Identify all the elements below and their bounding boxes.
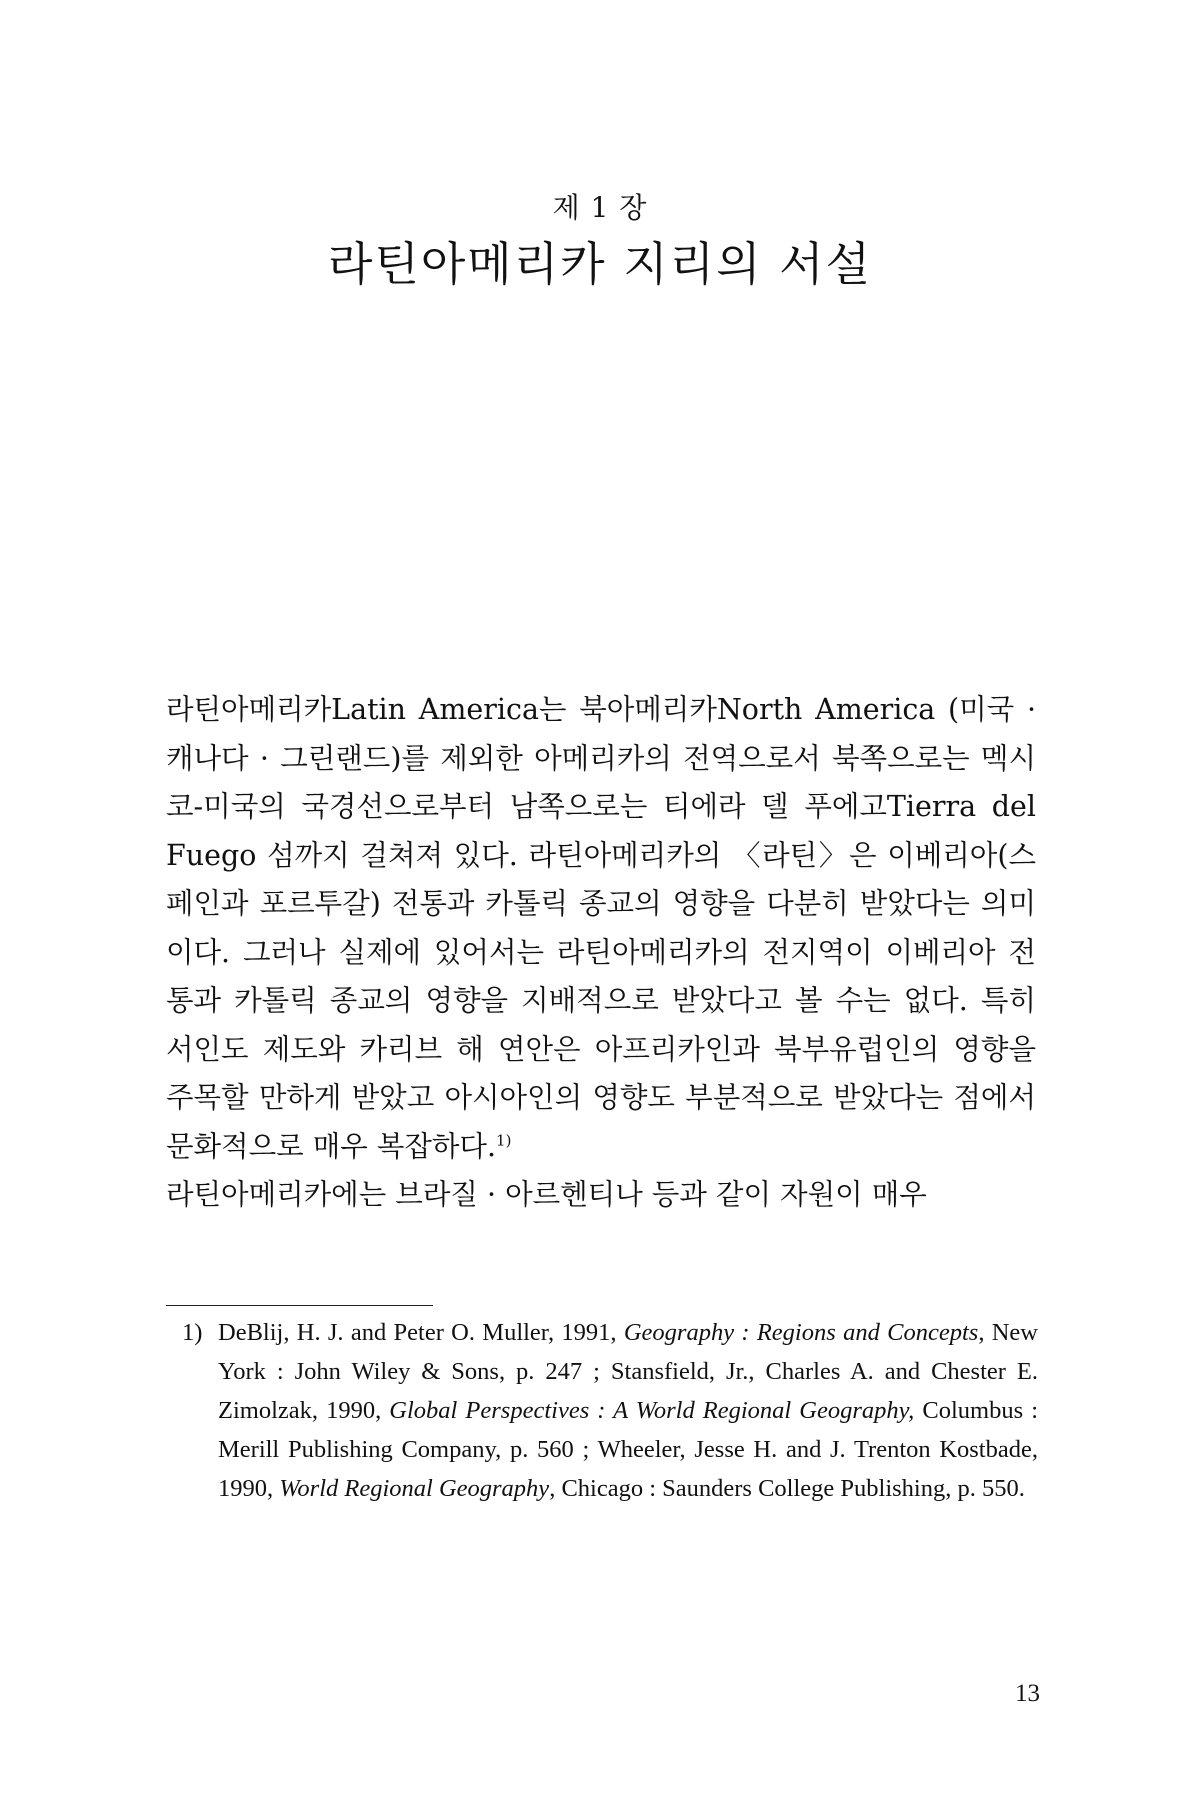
footnote-seg-2: Geography : Regions and Concepts: [623, 1319, 979, 1346]
footnote-marker: 1): [496, 1131, 512, 1149]
footnote-seg-7: , Chicago : Saunders College Publishing, p. 550.: [549, 1475, 1025, 1502]
paragraph-1: [166, 686, 1036, 1171]
paragraph-1-text: 라틴아메리카Latin America는 북아메리카North America (미국 · 캐나다 · 그린랜드)를 제외한 아메리카의 전역으로서 북쪽으로는 멕시코-미국의 국경선으로부터 남쪽으로는 티에라 델 푸에고Tierra del Fuego 섬까지 걸쳐져 있다. 라틴아메리카의 〈라틴〉은 이베리아(스페인과 포르투갈) 전통과 카톨릭 종교의 영향을 다분히 받았다는 의미이다. 그러나 실제에 있어서는 라틴아메리카의 전지역이 이베리아 전통과 카톨릭 종교의 영향을 지배적으로 받았다고 볼 수는 없다. 특히 서인도 제도와 카리브 해 연안은 아프리카인과 북부유럽인의 영향을 주목할 만하게 받았고 아시아인의 영향도 부분적으로 받았다는 점에서 문화적으로 매우 복잡하다.: [166, 693, 1036, 1163]
chapter-title: 라틴아메리카 지리의 서설: [327, 237, 873, 291]
footnote-divider: [166, 1305, 433, 1306]
footnote-seg-3: , New York : John Wiley & Sons, p. 247 ; Stansfield, Jr., Charles A. and Chester E. Zimolzak, 1990,: [218, 1319, 1039, 1424]
paragraph-2: 라틴아메리카에는 브라질 · 아르헨티나 등과 같이 자원이 매우: [166, 1178, 927, 1211]
body-text: [166, 686, 1036, 1220]
footnote-seg-4: Global Perspectives : A World Regional Geography,: [389, 1397, 915, 1424]
chapter-label: 제 1 장: [552, 191, 648, 224]
footnote-seg-1: DeBlij, H. J. and Peter O. Muller, 1991,: [218, 1319, 624, 1346]
footnote-seg-5: Columbus : Merill Publishing Company, p. 560 ; Wheeler, Jesse H. and J. Trenton Kostbade, 1990,: [218, 1397, 1039, 1502]
footnote-text: [182, 1313, 1038, 1508]
footnote-seg-6: World Regional Geography: [279, 1475, 550, 1502]
footnote-number: 1): [182, 1319, 203, 1346]
footnote: [182, 1313, 1038, 1508]
page-number: 13: [1015, 1680, 1040, 1707]
